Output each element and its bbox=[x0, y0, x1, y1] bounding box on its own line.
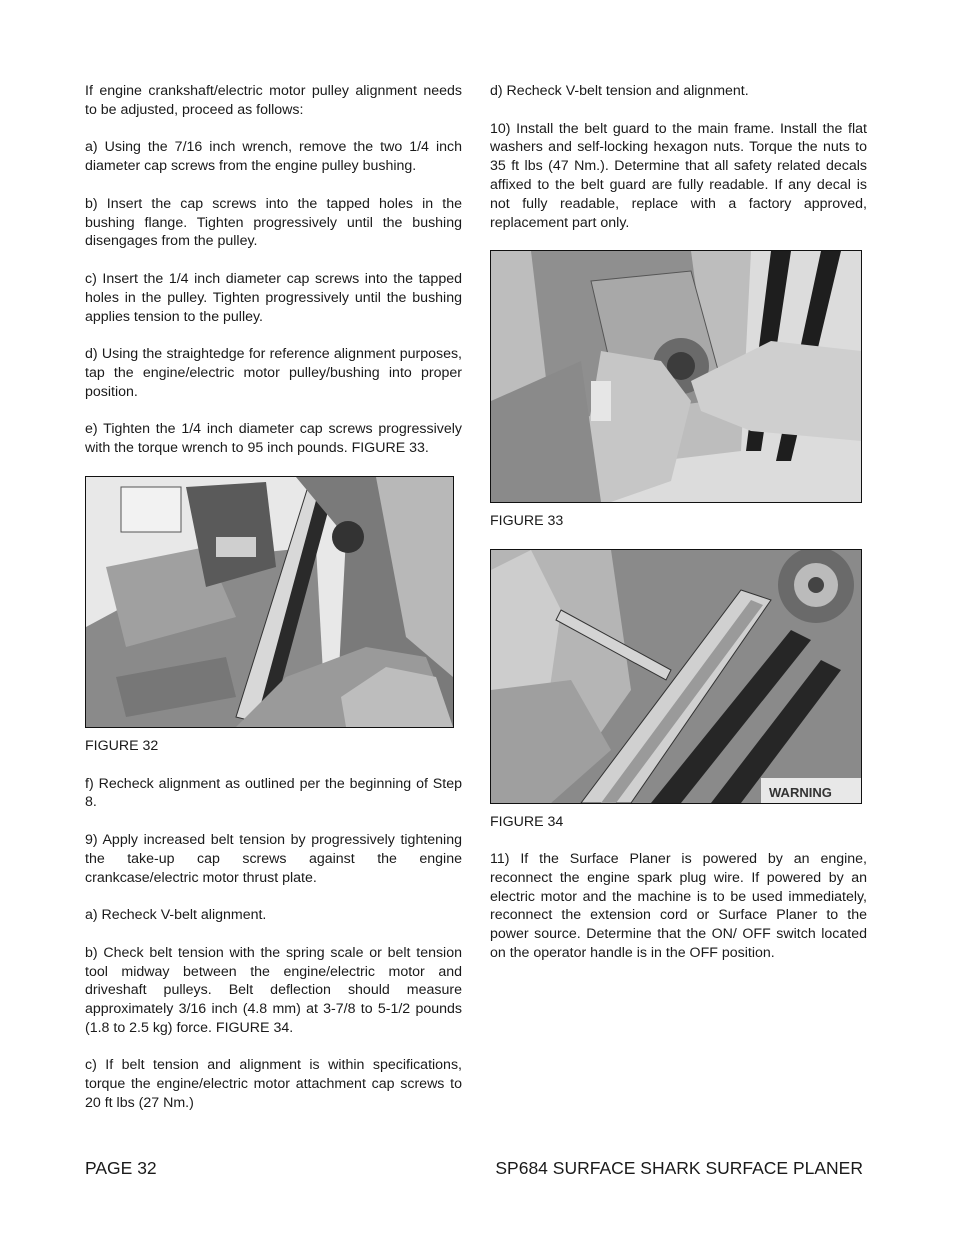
step-a-paragraph: a) Using the 7/16 inch wrench, remove the two 1/4 inch diameter cap screws from the engine pulley bushing. bbox=[85, 139, 462, 175]
figure-33-caption: FIGURE 33 bbox=[490, 513, 564, 530]
figure-32-caption: FIGURE 32 bbox=[85, 737, 159, 754]
step-e-paragraph: e) Tighten the 1/4 inch diameter cap screws progressively with the torque wrench to 95 inch pounds. FIGURE 33. bbox=[85, 421, 462, 457]
figure-32-photo bbox=[85, 476, 454, 728]
manual-title: SP684 SURFACE SHARK SURFACE PLANER bbox=[495, 1158, 863, 1178]
step-9a-paragraph: a) Recheck V-belt alignment. bbox=[85, 907, 267, 924]
step-f-paragraph: f) Recheck alignment as outlined per the beginning of Step 8. bbox=[85, 775, 462, 811]
page-footer bbox=[85, 1158, 863, 1179]
step-11-paragraph: 11) If the Surface Planer is powered by an engine, reconnect the engine spark plug wire. If powered by an electric motor and the machine is to be used immediately, reconnect the extension cord or Surface Planer to the power source. Determine that the ON/ OFF switch located on the operator handle is in the OFF position. bbox=[490, 850, 867, 961]
step-c-paragraph: c) Insert the 1/4 inch diameter cap screws into the tapped holes in the pulley. Tighten progressively until the bushing applies tension to the pulley. bbox=[85, 270, 462, 325]
figure-33-photo bbox=[490, 250, 862, 503]
page-number: PAGE 32 bbox=[85, 1158, 157, 1178]
figure-34-caption: FIGURE 34 bbox=[490, 814, 564, 831]
step-b-paragraph: b) Insert the cap screws into the tapped holes in the bushing flange. Tighten progressively until the bushing disengages from the pulley. bbox=[85, 195, 462, 250]
step-9-paragraph: 9) Apply increased belt tension by progressively tightening the take-up cap screws against the engine crankcase/electric motor thrust plate. bbox=[85, 831, 462, 886]
step-10-paragraph: 10) Install the belt guard to the main frame. Install the flat washers and self-locking hexagon nuts. Torque the nuts to 35 ft lbs (47 Nm.). Determine that all safety related decals affixed to the belt guard are fully readable. If any decal is not fully readable, replace with a factory approved, replacement part only. bbox=[490, 120, 867, 231]
right-column bbox=[490, 82, 867, 982]
step-9d-paragraph: d) Recheck V-belt tension and alignment. bbox=[490, 83, 749, 99]
intro-paragraph: If engine crankshaft/electric motor pulley alignment needs to be adjusted, proceed as follows: bbox=[85, 83, 462, 118]
left-column bbox=[85, 82, 462, 1132]
step-9b-paragraph: b) Check belt tension with the spring scale or belt tension tool midway between the engine/electric motor and driveshaft pulleys. Belt deflection should measure approximately 3/16 inch (4.8 mm) at 3-7/8 to 5-1/2 pounds (1.8 to 2.5 kg) force. FIGURE 34. bbox=[85, 944, 462, 1036]
warning-decal-text: WARNING bbox=[769, 785, 832, 801]
step-9c-paragraph: c) If belt tension and alignment is within specifications, torque the engine/electric motor attachment cap screws to 20 ft lbs (27 Nm.) bbox=[85, 1057, 462, 1112]
step-d-paragraph: d) Using the straightedge for reference alignment purposes, tap the engine/electric motor pulley/bushing into proper position. bbox=[85, 346, 462, 400]
figure-34-photo bbox=[490, 549, 862, 804]
